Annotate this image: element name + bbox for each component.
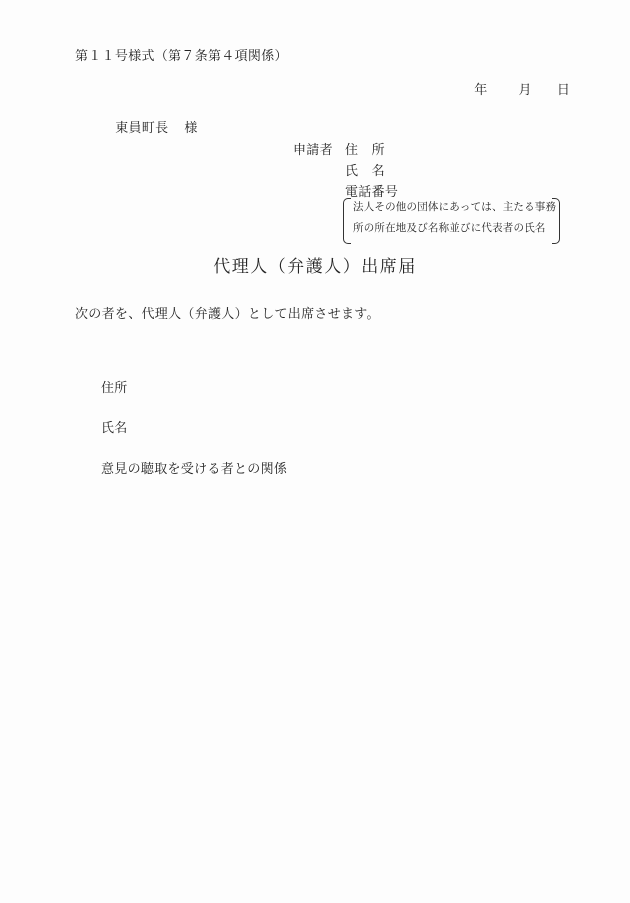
note-bracket-right xyxy=(552,198,560,244)
date-line xyxy=(460,66,570,113)
addressee-honorific: 様 xyxy=(184,119,198,135)
applicant-name-label: 氏 名 xyxy=(345,163,385,178)
field-address-label: 住所 xyxy=(101,380,128,395)
applicant-address-label: 住 所 xyxy=(345,142,385,157)
applicant-phone-label: 電話番号 xyxy=(345,184,399,199)
note-bracket-left xyxy=(343,198,351,244)
corporate-note-line1: 法人その他の団体にあっては、主たる事務 xyxy=(353,202,557,213)
document-title: 代理人（弁護人）出席届 xyxy=(213,257,417,276)
date-month-label: 月 xyxy=(518,81,532,97)
corporate-note-line2: 所の所在地及び名称並びに代表者の氏名 xyxy=(353,223,546,234)
addressee-line xyxy=(101,104,198,151)
applicant-label: 申請者 xyxy=(293,142,333,157)
date-year-label: 年 xyxy=(474,81,488,97)
field-relation-label: 意見の聴取を受ける者との関係 xyxy=(101,461,288,476)
date-day-label: 日 xyxy=(556,81,571,97)
form-number: 第１１号様式（第７条第４項関係） xyxy=(75,48,288,63)
body-text: 次の者を、代理人（弁護人）として出席させます。 xyxy=(75,306,380,321)
field-name-label: 氏名 xyxy=(101,420,128,435)
addressee-name: 東員町長 xyxy=(115,119,169,135)
